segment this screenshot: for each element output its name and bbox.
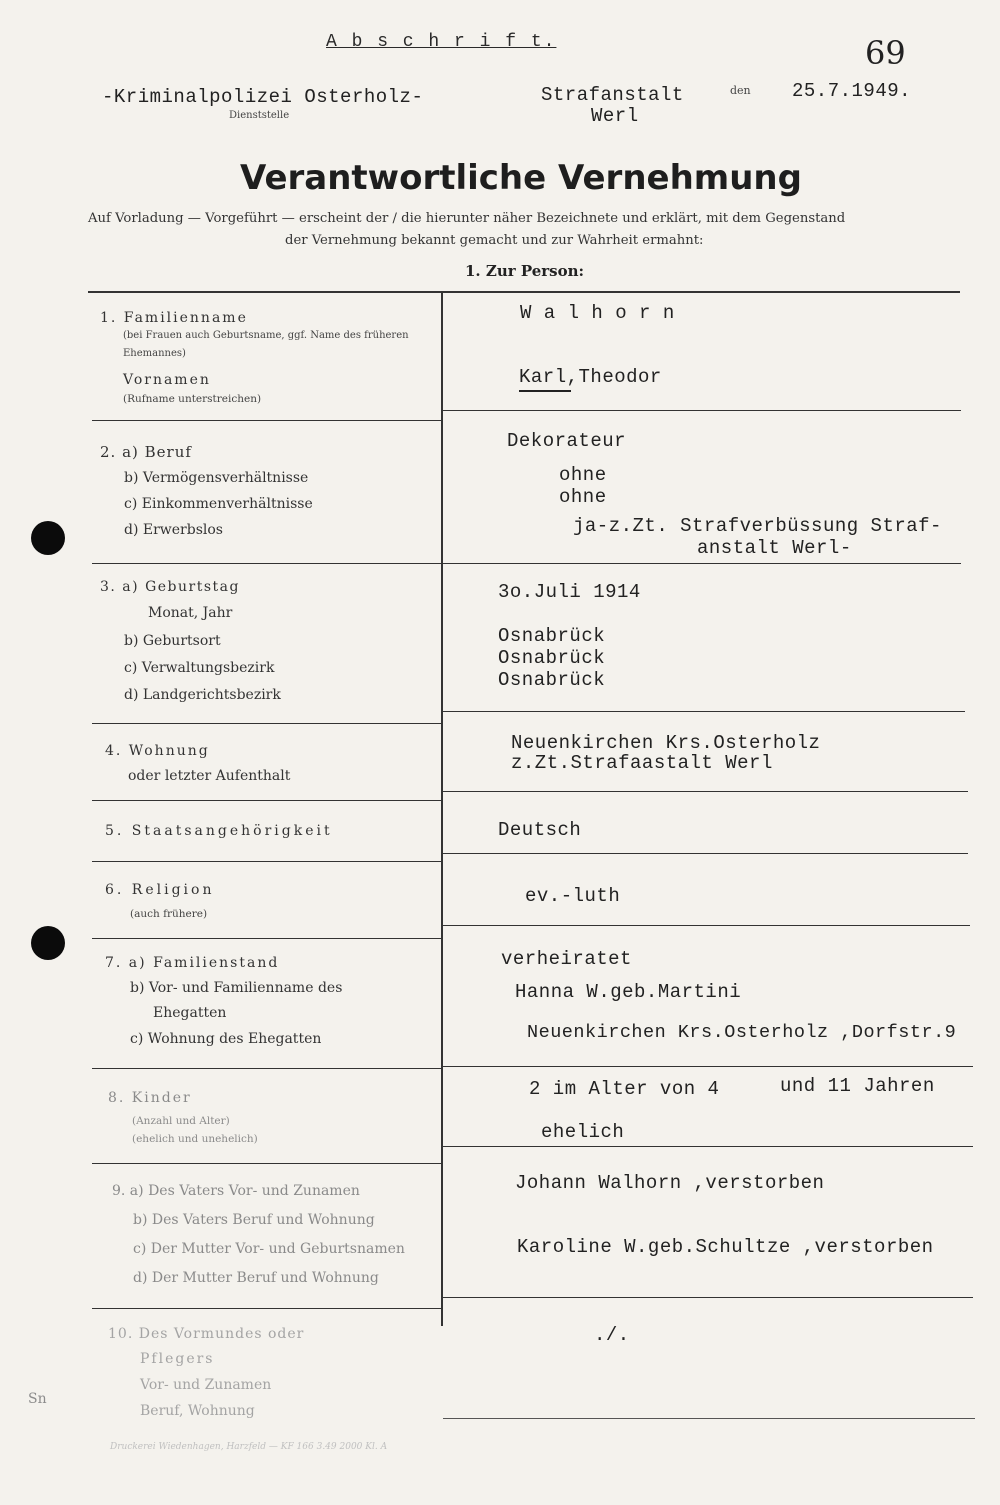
row-divider xyxy=(443,711,965,712)
label-einkommen: c) Einkommenverhältnisse xyxy=(124,496,313,512)
value-guardian: ./. xyxy=(594,1324,630,1346)
row-divider xyxy=(443,410,961,411)
label-note: (Rufname unterstreichen) xyxy=(123,393,262,405)
label-note: (auch frühere) xyxy=(130,908,208,920)
place-line-2: Werl xyxy=(591,105,639,127)
label-geburtstag: 3. a) Geburtstag xyxy=(100,579,240,595)
label-ehegatten: Ehegatten xyxy=(153,1005,227,1021)
row-divider xyxy=(443,853,968,854)
row-divider xyxy=(92,938,441,939)
rufname-underline xyxy=(519,390,571,392)
punch-hole-bottom xyxy=(31,926,65,960)
label-vater-beruf: b) Des Vaters Beruf und Wohnung xyxy=(133,1212,375,1228)
label-note: (bei Frauen auch Geburtsname, ggf. Name des früheren xyxy=(123,330,409,341)
value-first-names: Karl,Theodor xyxy=(519,366,662,388)
value-surname: W a l h o r n xyxy=(520,302,675,324)
label-verwaltungsbezirk: c) Verwaltungsbezirk xyxy=(124,660,275,676)
intro-line-1: Auf Vorladung — Vorgeführt — erscheint der / die hierunter näher Bezeichnete und erklärt, mit dem Gegenstand xyxy=(88,211,846,226)
label-wohnung: 4. Wohnung xyxy=(105,743,210,759)
label-landgerichtsbezirk: d) Landgerichtsbezirk xyxy=(124,687,281,703)
row-divider xyxy=(92,723,441,724)
row-divider xyxy=(92,800,441,801)
value-court-district: Osnabrück xyxy=(498,669,606,691)
copy-mark: A b s c h r i f t. xyxy=(326,32,557,52)
label-monat-jahr: Monat, Jahr xyxy=(148,605,233,621)
value-birthplace: Osnabrück xyxy=(498,625,606,647)
place: Strafanstalt xyxy=(541,84,684,106)
value-children-ages: und 11 Jahren xyxy=(780,1075,935,1097)
value-father: Johann Walhorn ,verstorben xyxy=(515,1172,825,1194)
value-nationality: Deutsch xyxy=(498,819,582,841)
date: 25.7.1949. xyxy=(792,80,912,102)
value-marital-status: verheiratet xyxy=(501,948,632,970)
label-vater-name: 9. a) Des Vaters Vor- und Zunamen xyxy=(112,1183,360,1199)
row-divider xyxy=(443,563,961,564)
row-divider xyxy=(443,1146,973,1147)
authority: -Kriminalpolizei Osterholz- xyxy=(102,86,424,108)
label-vormund-name: Vor- und Zunamen xyxy=(140,1377,272,1393)
label-note: (ehelich und unehelich) xyxy=(132,1133,258,1145)
page-title: Verantwortliche Vernehmung xyxy=(240,158,802,198)
row-divider xyxy=(92,420,441,421)
value-spouse-name: Hanna W.geb.Martini xyxy=(515,981,742,1003)
label-religion: 6. Religion xyxy=(105,882,215,898)
intro-line-2: der Vernehmung bekannt gemacht und zur Wahrheit ermahnt: xyxy=(285,233,704,248)
date-prefix: den xyxy=(730,84,751,97)
authority-caption: Dienststelle xyxy=(229,110,290,121)
label-familienname: 1. Familienname xyxy=(100,310,248,326)
label-familienstand: 7. a) Familienstand xyxy=(105,955,280,971)
label-pfleger: Pflegers xyxy=(140,1351,215,1367)
label-geburtsort: b) Geburtsort xyxy=(124,633,221,649)
page-number: 69 xyxy=(865,34,906,72)
row-divider xyxy=(92,861,441,862)
label-note: Ehemannes) xyxy=(123,348,186,359)
margin-mark: Sn xyxy=(28,1391,47,1407)
row-divider xyxy=(92,1163,441,1164)
value-birthdate: 3o.Juli 1914 xyxy=(498,581,641,603)
row-divider xyxy=(443,791,968,792)
label-vormund: 10. Des Vormundes oder xyxy=(108,1326,305,1342)
table-bottom-rule xyxy=(443,1418,975,1419)
label-erwerbslos: d) Erwerbslos xyxy=(124,522,223,538)
row-divider xyxy=(443,1297,973,1298)
label-mutter-name: c) Der Mutter Vor- und Geburtsnamen xyxy=(133,1241,405,1257)
printer-footer: Druckerei Wiedenhagen, Harzfeld — KF 166 3.49 2000 Kl. A xyxy=(110,1442,388,1452)
label-ehegatte-wohnung: c) Wohnung des Ehegatten xyxy=(130,1031,322,1047)
value-occupation: Dekorateur xyxy=(507,430,627,452)
row-divider xyxy=(443,1066,973,1067)
punch-hole-top xyxy=(31,521,65,555)
column-divider xyxy=(441,291,443,1326)
value-children-status: ehelich xyxy=(541,1121,625,1143)
label-vermoegen: b) Vermögensverhältnisse xyxy=(124,470,309,486)
label-beruf: 2. a) Beruf xyxy=(100,443,192,461)
row-divider xyxy=(92,1308,441,1309)
value-admin-district: Osnabrück xyxy=(498,647,606,669)
value-residence: Neuenkirchen Krs.Osterholz xyxy=(511,732,821,754)
value-mother: Karoline W.geb.Schultze ,verstorben xyxy=(517,1236,934,1258)
label-vornamen: Vornamen xyxy=(123,372,211,388)
value-children: 2 im Alter von 4 xyxy=(529,1078,720,1100)
label-note: (Anzahl und Alter) xyxy=(132,1115,230,1127)
value-unemployed: ja-z.Zt. Strafverbüssung Straf- xyxy=(573,515,942,537)
label-vormund-beruf: Beruf, Wohnung xyxy=(140,1403,255,1419)
section-heading: 1. Zur Person: xyxy=(465,262,585,280)
label-kinder: 8. Kinder xyxy=(108,1090,192,1106)
value-religion: ev.-luth xyxy=(525,885,621,907)
table-top-rule xyxy=(88,291,960,293)
row-divider xyxy=(443,925,970,926)
value-income: ohne xyxy=(559,486,607,508)
label-staatsangehoerigkeit: 5. Staatsangehörigkeit xyxy=(105,823,333,839)
row-divider xyxy=(92,1068,441,1069)
label-ehegatte-name: b) Vor- und Familienname des xyxy=(130,980,343,996)
row-divider xyxy=(92,563,441,564)
value-spouse-address: Neuenkirchen Krs.Osterholz ,Dorfstr.9 xyxy=(527,1022,957,1043)
value-residence-current: z.Zt.Strafaastalt Werl xyxy=(511,752,773,774)
label-mutter-beruf: d) Der Mutter Beruf und Wohnung xyxy=(133,1270,379,1286)
value-unemployed-cont: anstalt Werl- xyxy=(697,537,852,559)
label-aufenthalt: oder letzter Aufenthalt xyxy=(128,768,291,784)
value-assets: ohne xyxy=(559,464,607,486)
